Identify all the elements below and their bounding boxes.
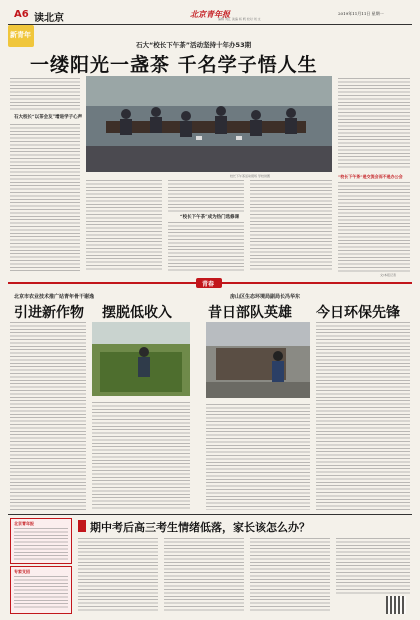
subhead-3: “校长下午茶”是交流会而不是办公会	[338, 174, 403, 179]
bottom-headline: 期中考后高三考生情绪低落，家长该怎么办？	[90, 521, 310, 534]
right-story-col-2	[206, 404, 310, 510]
top-right-body	[338, 78, 410, 170]
right-story-col-1	[316, 322, 410, 510]
subhead-2: “校长下午茶”成为热门选修课	[180, 215, 240, 220]
qr-code	[386, 596, 406, 614]
top-mid-col-3	[250, 180, 332, 272]
bottom-col-1	[78, 538, 158, 612]
left-story-photo	[92, 322, 190, 396]
classroom-photo-image	[86, 76, 332, 172]
mid-tag: 青春	[196, 278, 222, 288]
paper-logo: 北京青年报	[190, 9, 230, 19]
section-title: 读北京	[34, 13, 64, 24]
right-kicker: 房山区生态环境局副局长冯华东	[230, 294, 301, 300]
left-headline-b: 摆脱低收入	[102, 305, 172, 321]
bottom-divider	[8, 514, 412, 515]
corner-tag: 新青年	[8, 25, 34, 47]
left-story-col-2	[92, 402, 190, 510]
bottom-headline-marker	[78, 520, 86, 532]
field-photo-image	[92, 322, 190, 396]
bottom-side-box-1: 北京青年报	[10, 518, 72, 564]
date-line: 2019年11月11日 星期一	[338, 11, 384, 16]
photo-caption: 校长下午茶活动现场 学校供图	[230, 174, 270, 178]
top-mid-col-1	[86, 180, 162, 272]
top-byline: 文/本报记者	[380, 273, 397, 277]
top-left-body-2	[10, 124, 80, 272]
top-mid-col-2	[168, 180, 244, 212]
top-right-body-2	[338, 182, 410, 272]
page-header	[8, 6, 412, 25]
bottom-side-box-2: 专家支招	[10, 566, 72, 614]
right-story-photo	[206, 322, 310, 398]
left-headline-a: 引进新作物	[14, 305, 84, 321]
bottom-col-4	[336, 538, 410, 594]
top-story-headline: 一缕阳光一盏茶 千名学子悟人生	[30, 54, 318, 76]
right-headline-b: 今日环保先锋	[316, 305, 400, 321]
page-number: A6	[14, 9, 29, 20]
right-headline-a: 昔日部队英雄	[208, 305, 292, 321]
bottom-col-2	[164, 538, 244, 612]
left-story-col-1	[10, 322, 86, 510]
top-story-photo	[86, 76, 332, 172]
construction-photo-image	[206, 322, 310, 398]
top-mid-col-2b	[168, 222, 244, 272]
top-left-body	[10, 78, 80, 110]
left-kicker: 北京市农业技术推广站青年骨干谢逸	[14, 294, 95, 300]
bottom-col-3	[250, 538, 330, 612]
top-story-kicker: 石大“校长下午茶”活动坚持十年办53期	[136, 41, 252, 49]
editor-line: 编辑 刘江 美编 杨 帆 校对 刘 文	[218, 17, 261, 21]
subhead-1: 石大校长“以茶会友”增进学子心声	[14, 115, 83, 120]
